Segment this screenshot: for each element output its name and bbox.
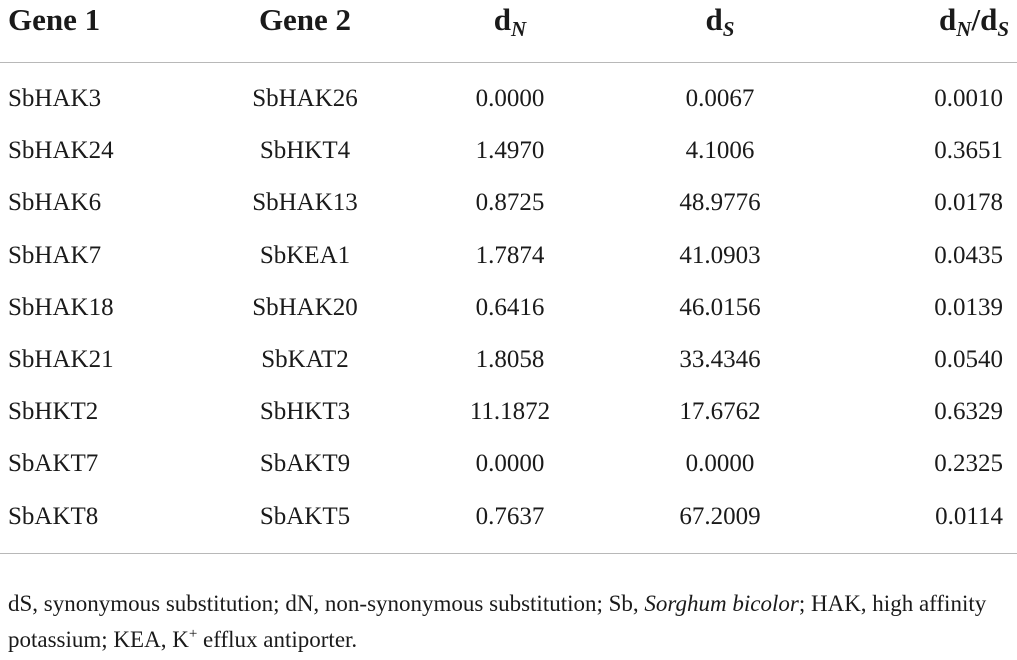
- footnote-species: Sorghum bicolor: [644, 591, 799, 616]
- cell-ratio: 0.0010: [934, 85, 1003, 113]
- header-ratio: [830, 0, 1017, 63]
- header-ds-main: d: [705, 2, 723, 37]
- cell-ds: 33.4346: [679, 346, 761, 374]
- cell-gene2: SbHAK26: [252, 85, 358, 113]
- footnote-text-2: ; HAK, high affinity potassium; KEA, K: [8, 591, 987, 652]
- cell-ratio: 0.0114: [830, 491, 1017, 554]
- cell-gene1: SbHAK18: [8, 293, 114, 321]
- table-row: [0, 438, 1017, 490]
- cell-ratio: 0.2325: [934, 450, 1003, 478]
- table-body: [0, 63, 1017, 554]
- cell-ratio: 0.3651: [934, 137, 1003, 165]
- header-ratio-sub2: S: [997, 17, 1009, 41]
- header-dn-main: d: [493, 2, 512, 37]
- cell-gene2: SbKEA1: [259, 241, 351, 269]
- table-row: [0, 230, 1017, 282]
- header-gene2: Gene 2: [200, 0, 410, 63]
- cell-gene2: SbAKT9: [259, 450, 351, 478]
- table-row: [0, 334, 1017, 386]
- cell-ds: 4.1006: [685, 137, 755, 165]
- cell-dn: 1.4970: [475, 137, 545, 165]
- cell-dn: 0.0000: [475, 85, 545, 113]
- cell-gene2: SbHAK20: [252, 293, 358, 321]
- footnote-superscript: +: [188, 626, 198, 642]
- table-row: [0, 125, 1017, 177]
- cell-dn: 11.1872: [469, 398, 551, 426]
- cell-ds: 17.6762: [679, 398, 761, 426]
- header-ratio-sub1: N: [956, 17, 972, 41]
- cell-gene1: SbHAK6: [8, 189, 102, 217]
- footnote-text-3: efflux antiporter.: [197, 627, 358, 652]
- cell-ratio: 0.0435: [934, 241, 1003, 269]
- cell-gene2: SbHKT4: [259, 137, 351, 165]
- table-row: [0, 282, 1017, 334]
- cell-dn: 0.0000: [475, 450, 545, 478]
- cell-gene1: SbHAK21: [8, 346, 114, 374]
- table-header: [0, 0, 1017, 63]
- header-ratio-main: d: [939, 2, 957, 37]
- cell-gene1: SbAKT7: [8, 450, 99, 478]
- cell-gene1: SbHAK7: [8, 241, 102, 269]
- table-row: [0, 491, 1017, 554]
- header-ds-sub: S: [722, 17, 735, 41]
- table-row: [0, 386, 1017, 438]
- table-footnote: [8, 586, 1008, 658]
- cell-ratio: 0.0540: [934, 346, 1003, 374]
- cell-gene1: SbHKT2: [8, 398, 99, 426]
- cell-ratio: 0.0178: [934, 189, 1003, 217]
- cell-dn: 0.7637: [410, 491, 610, 554]
- cell-gene2: SbHKT3: [259, 398, 351, 426]
- cell-ds: 46.0156: [679, 293, 761, 321]
- footnote-text-1: dS, synonymous substitution; dN, non-synonymous substitution; Sb,: [8, 591, 645, 616]
- cell-ds: 0.0000: [685, 450, 755, 478]
- header-ds: [610, 0, 830, 63]
- cell-gene1: SbHAK24: [8, 137, 114, 165]
- cell-dn: 1.7874: [475, 241, 545, 269]
- cell-ratio: 0.6329: [934, 398, 1003, 426]
- header-gene1: Gene 1: [0, 0, 200, 63]
- header-dn-sub: N: [511, 17, 527, 41]
- cell-ds: 0.0067: [685, 85, 755, 113]
- cell-gene2: SbKAT2: [261, 346, 349, 374]
- cell-dn: 0.8725: [475, 189, 545, 217]
- cell-gene2: SbHAK13: [252, 189, 358, 217]
- cell-gene2: SbAKT5: [200, 491, 410, 554]
- header-dn: [410, 0, 610, 63]
- cell-gene1: SbHAK3: [8, 85, 102, 113]
- table-row: [0, 63, 1017, 126]
- cell-dn: 1.8058: [475, 346, 545, 374]
- cell-dn: 0.6416: [475, 293, 545, 321]
- table-row: [0, 177, 1017, 229]
- header-row: [0, 0, 1017, 63]
- cell-ds: 48.9776: [679, 189, 761, 217]
- cell-ds: 41.0903: [679, 241, 761, 269]
- cell-ratio: 0.0139: [934, 293, 1003, 321]
- header-ratio-slash: /d: [971, 2, 998, 37]
- cell-gene1: SbAKT8: [0, 491, 200, 554]
- cell-ds: 67.2009: [610, 491, 830, 554]
